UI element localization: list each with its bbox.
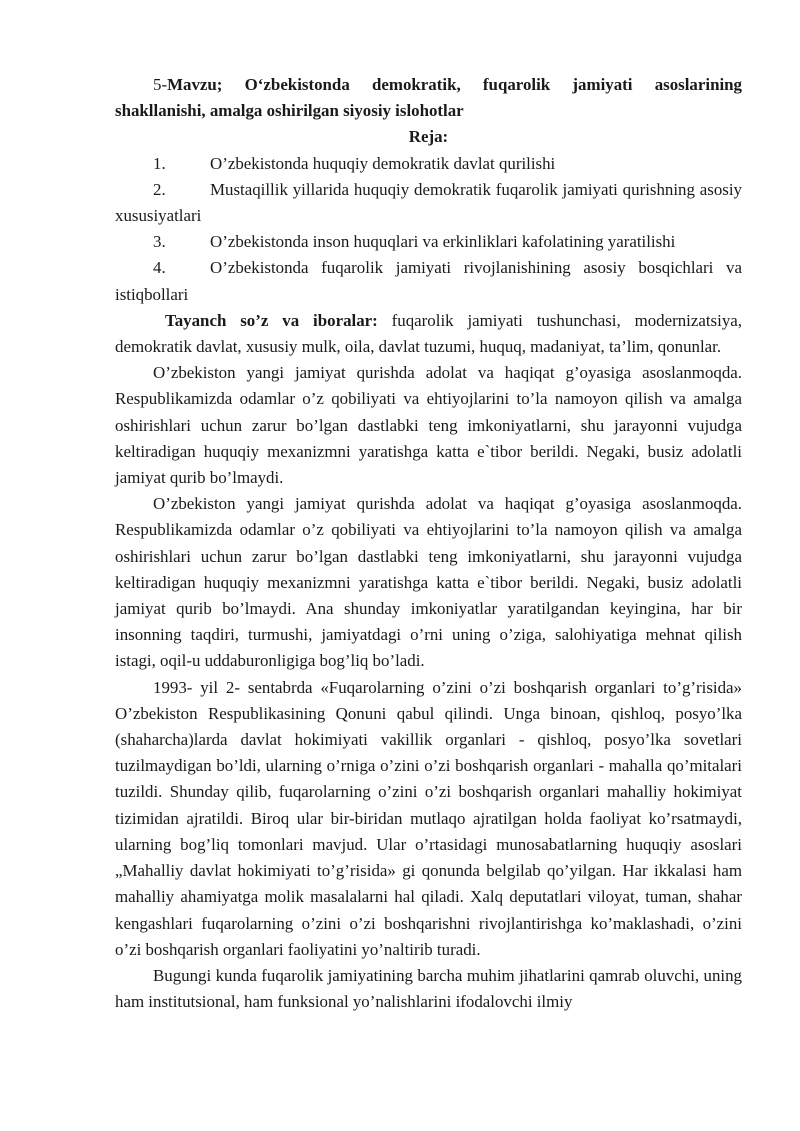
plan-item — [115, 255, 742, 307]
document-title — [115, 72, 742, 124]
plan-item-number: 1. — [153, 153, 166, 173]
plan-item — [115, 229, 742, 255]
body-paragraph: O’zbekiston yangi jamiyat qurishda adolat va haqiqat g’oyasiga asoslanmoqda. Respublikamizda odamlar o’z qobiliyati va ehtiyojlarini to’la namoyon qilish va amalga oshirishlari uchun zarur bo’lgan dastlabki teng imkoniyatlarni, shu jarayonni vujudga keltiradigan huquqiy mexanizmni yaratishga katta e`tibor berildi. Negaki, busiz adolatli jamiyat qurib bo’lmaydi. Ana shunday imkoniyatlar yaratilgandan keyingina, har bir insonning taqdiri, turmushi, jamiyatdagi o’rni uning o’ziga, salohiyatiga mehnat qilish istagi, oqil-u uddaburonligiga bog’liq bo’ladi. — [115, 494, 742, 671]
plan-item-number: 2. — [153, 179, 166, 199]
keywords-paragraph — [115, 308, 742, 360]
title-number: 5- — [153, 75, 168, 94]
document-page — [115, 72, 742, 1015]
keywords-label: Tayanch so’z va iboralar: — [165, 310, 378, 330]
plan-item — [115, 151, 742, 177]
plan-item-text: O’zbekistonda huquqiy demokratik davlat qurilishi — [210, 153, 556, 173]
body-paragraph: 1993- yil 2- sentabrda «Fuqarolarning o’zini o’zi boshqarish organlari to’g’risida» O’zbekiston Respublikasining Qonuni qabul qilindi. Unga binoan, qishloq, posyo’lka (shaharcha)larda davlat hokimiyati vakillik organlari - qishloq, posyo’lka sovetlari tuzilmaydigan bo’ldi, ularning o’rniga o’zini o’zi boshqarish organlari - mahalla qo’mitalari tuzildi. Shunday qilib, fuqarolarning o’zini o’zi boshqarish organlari mahalliy hokimiyat tizimidan ajratildi. Biroq ular bir-biridan mutlaqo ajratilgan holda faoliyat ko’rsatmaydi, ularning bog’liq tomonlari mavjud. Ular o’rtasidagi munosabatlarning huquqiy asoslari „Mahalliy davlat hokimiyati to’g’risida» gi qonunda belgilab qo’yilgan. Har ikkalasi ham mahalliy ahamiyatga molik masalalarni hal qiladi. Xalq deputatlari viloyat, tuman, shahar kengashlari fuqarolarning o’zini o’zi boshqarishni rivojlantirishga ko’maklashadi, o’zini o’zi boshqarish organlari faoliyatini yo’naltirib turadi. — [115, 677, 742, 959]
plan-item-number: 4. — [153, 258, 166, 278]
body-paragraph: Bugungi kunda fuqarolik jamiyatining barcha muhim jihatlarini qamrab oluvchi, uning ham institutsional, ham funksional yo’nalishlarini ifodalovchi ilmiy — [115, 965, 742, 1012]
plan-item-text: O’zbekistonda inson huquqlari va erkinliklari kafolatining yaratilishi — [210, 232, 676, 252]
plan-item-text: Mustaqillik yillarida huquqiy demokratik fuqarolik jamiyati qurishning asosiy xususiyatlari — [115, 179, 742, 226]
plan-heading: Reja: — [408, 127, 449, 147]
plan-item-number: 3. — [153, 232, 166, 252]
plan-item — [115, 177, 742, 229]
title-text: Mavzu; O‘zbekistonda demokratik, fuqarolik jamiyati asoslarining shakllanishi, amalga oshirilgan siyosiy islohotlar — [115, 75, 742, 121]
plan-item-text: O’zbekistonda fuqarolik jamiyati rivojlanishining asosiy bosqichlari va istiqbollari — [115, 258, 742, 304]
body-paragraph: O’zbekiston yangi jamiyat qurishda adolat va haqiqat g’oyasiga asoslanmoqda. Respublikamizda odamlar o’z qobiliyati va ehtiyojlarini to’la namoyon qilish va amalga oshirishlari uchun zarur bo’lgan dastlabki teng imkoniyatlarni, shu jarayonni vujudga keltiradigan huquqiy mexanizmni yaratishga katta e`tibor berildi. Negaki, busiz adolatli jamiyat qurib bo’lmaydi. — [115, 363, 742, 488]
keywords-text: fuqarolik jamiyati tushunchasi, modernizatsiya, demokratik davlat, xususiy mulk, oila, davlat tuzumi, huquq, madaniyat, ta’lim, qonunlar. — [115, 310, 742, 357]
